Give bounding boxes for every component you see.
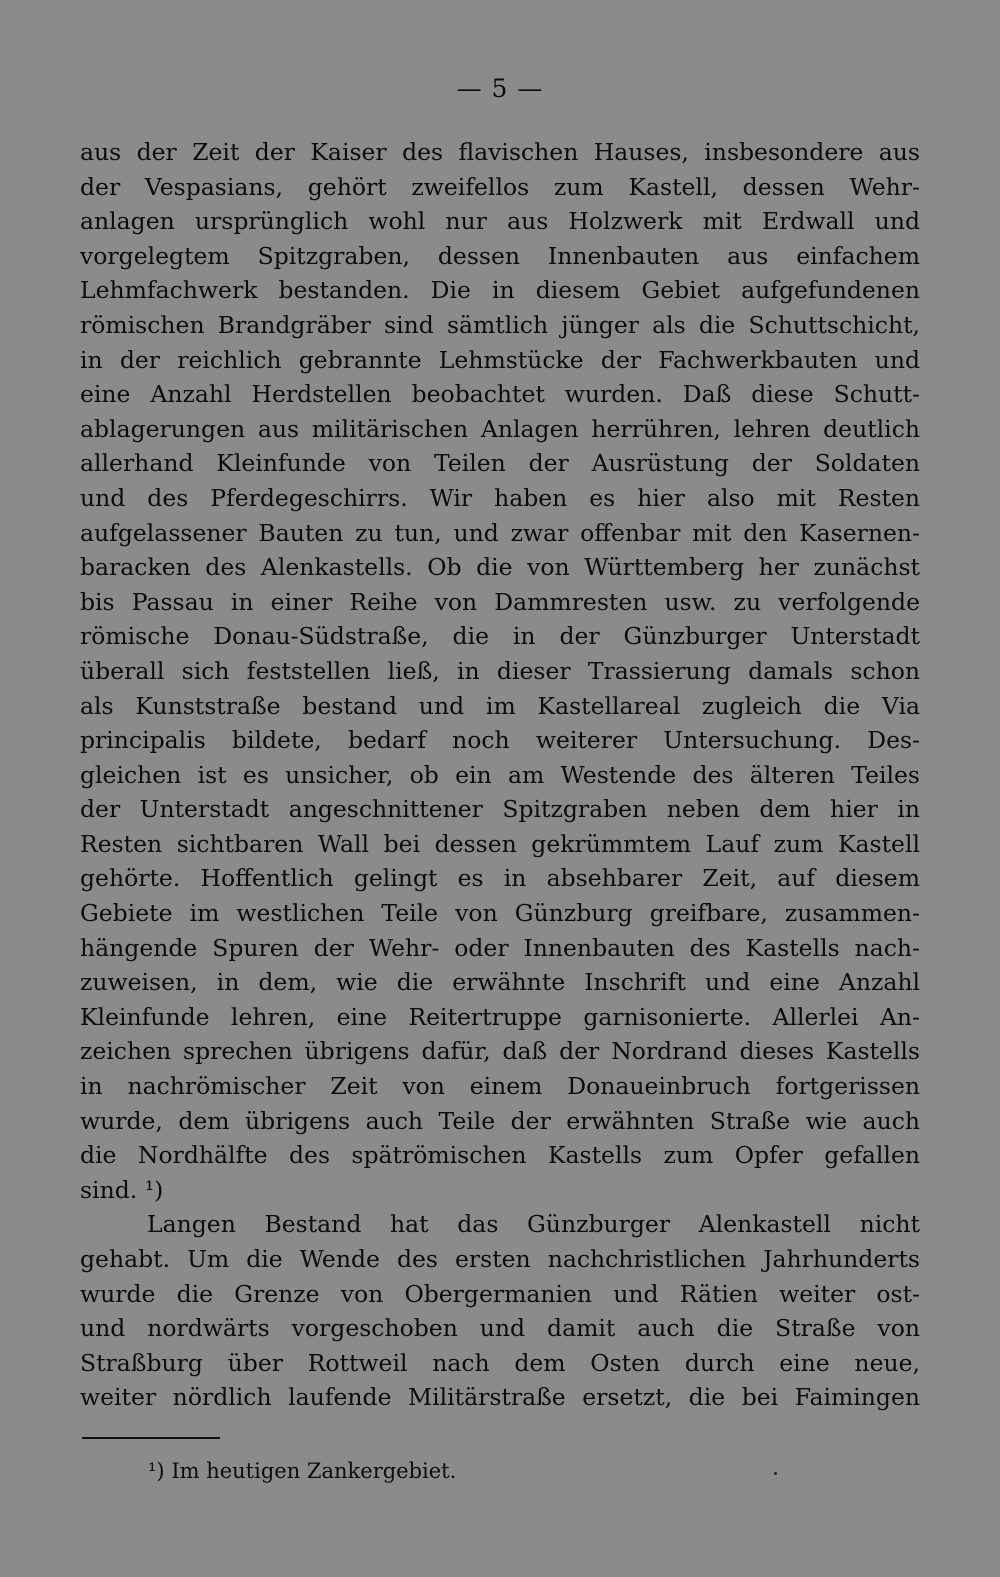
text-line: Kleinfunde lehren, eine Reitertruppe garnisonierte. Allerlei An- [80,1002,920,1031]
text-line: römische Donau-Südstraße, die in der Günzburger Unterstadt [80,622,920,651]
text-line: bis Passau in einer Reihe von Dammresten usw. zu verfolgende [80,587,920,616]
text-line: anlagen ursprünglich wohl nur aus Holzwerk mit Erdwall und [80,207,920,236]
text-line: Straßburg über Rottweil nach dem Osten durch eine neue, [80,1348,920,1377]
text-line: überall sich feststellen ließ, in dieser Trassierung damals schon [80,656,920,685]
text-line: hängende Spuren der Wehr- oder Innenbauten des Kastells nach- [80,933,920,962]
text-line: zuweisen, in dem, wie die erwähnte Inschrift und eine Anzahl [80,968,920,997]
text-line: ablagerungen aus militärischen Anlagen herrühren, lehren deutlich [80,414,920,443]
text-line: in der reichlich gebrannte Lehmstücke der Fachwerkbauten und [80,345,920,374]
page-number: — 5 — [456,74,544,103]
text-line: die Nordhälfte des spätrömischen Kastells zum Opfer gefallen [80,1141,920,1170]
text-line: gehörte. Hoffentlich gelingt es in absehbarer Zeit, auf diesem [80,864,920,893]
text-line: allerhand Kleinfunde von Teilen der Ausrüstung der Soldaten [80,449,920,478]
text-line: als Kunststraße bestand und im Kastellareal zugleich die Via [80,691,920,720]
text-line: wurde, dem übrigens auch Teile der erwähnten Straße wie auch [80,1106,920,1135]
text-line: und des Pferdegeschirrs. Wir haben es hier also mit Resten [80,483,920,512]
paragraph-end-line: sind. ¹) [80,1175,164,1204]
text-line: vorgelegtem Spitzgraben, dessen Innenbauten aus einfachem [80,241,920,270]
print-speck [774,1472,777,1475]
text-line: und nordwärts vorgeschoben und damit auch die Straße von [80,1314,920,1343]
text-line: Gebiete im westlichen Teile von Günzburg greifbare, zusammen- [80,899,920,928]
text-line: gleichen ist es unsicher, ob ein am Westende des älteren Teiles [80,760,920,789]
text-line: römischen Brandgräber sind sämtlich jünger als die Schuttschicht, [80,310,920,339]
body-text [80,135,920,1415]
text-line: wurde die Grenze von Obergermanien und Rätien weiter ost- [80,1279,920,1308]
text-line: weiter nördlich laufende Militärstraße ersetzt, die bei Faimingen [80,1383,920,1412]
text-line: aus der Zeit der Kaiser des flavischen Hauses, insbesondere aus [80,138,920,166]
text-line: baracken des Alenkastells. Ob die von Württemberg her zunächst [80,553,920,582]
text-line: der Vespasians, gehört zweifellos zum Kastell, dessen Wehr- [80,172,920,201]
text-line: Lehmfachwerk bestanden. Die in diesem Gebiet aufgefundenen [80,276,920,305]
footnote-divider [82,1437,220,1439]
text-line: zeichen sprechen übrigens dafür, daß der Nordrand dieses Kastells [80,1037,920,1066]
text-line: principalis bildete, bedarf noch weiterer Untersuchung. Des- [80,726,920,755]
text-line: in nachrömischer Zeit von einem Donaueinbruch fortgerissen [80,1072,920,1101]
paragraph-start-line: Langen Bestand hat das Günzburger Alenkastell nicht [147,1210,920,1239]
footnote-text: Im heutigen Zankergebiet. [171,1459,457,1483]
text-line: aufgelassener Bauten zu tun, und zwar offenbar mit den Kasernen- [80,518,920,547]
footnote [148,1456,456,1486]
text-line: gehabt. Um die Wende des ersten nachchristlichen Jahrhunderts [80,1245,920,1273]
text-line: der Unterstadt angeschnittener Spitzgraben neben dem hier in [80,795,920,824]
text-line: Resten sichtbaren Wall bei dessen gekrümmtem Lauf zum Kastell [80,829,920,858]
footnote-mark: ¹) [148,1459,165,1483]
text-line: eine Anzahl Herdstellen beobachtet wurden. Daß diese Schutt- [80,380,920,409]
